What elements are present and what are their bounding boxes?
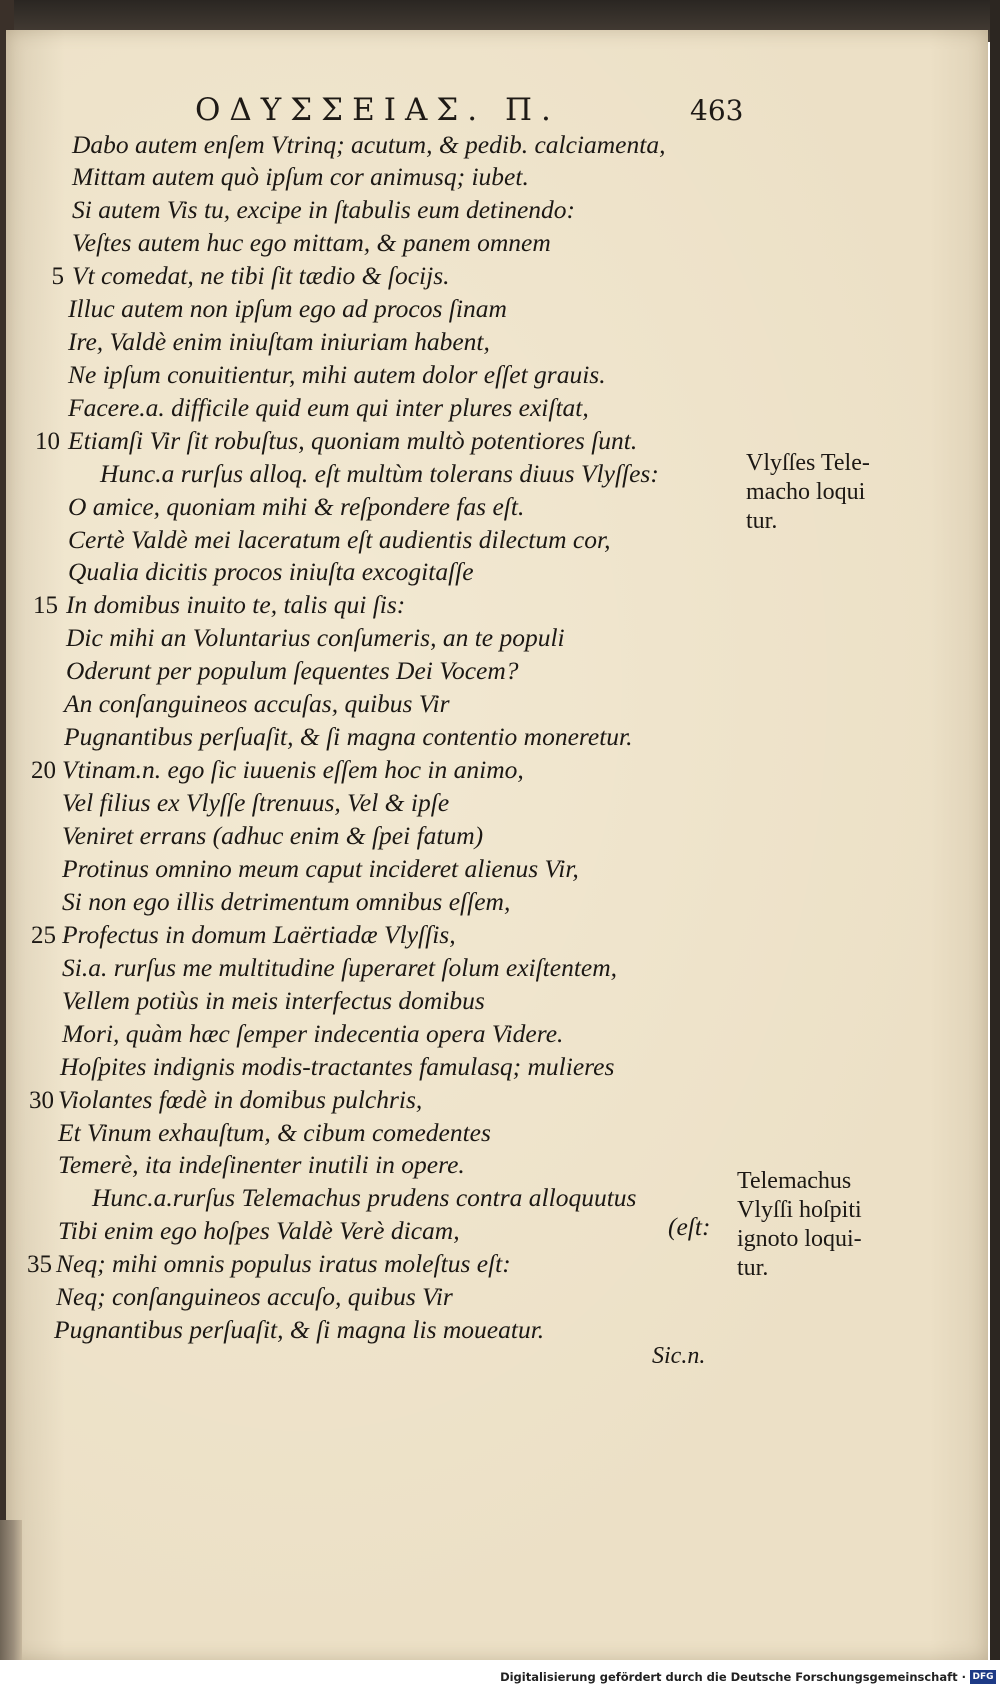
verse-line: Pugnantibus perſuaſit, & ſi magna lis moueatur. <box>54 1315 545 1344</box>
verse-line: Dic mihi an Voluntarius conſumeris, an te populi <box>66 623 565 652</box>
verse-line: Hunc.a.rurſus Telemachus prudens contra alloquutus <box>92 1183 637 1212</box>
funding-credit: Digitalisierung gefördert durch die Deutsche Forschungsgemeinschaft · <box>500 1670 966 1684</box>
verse-line: Vellem potiùs in meis interfectus domibus <box>62 986 485 1015</box>
verse-line: O amice, quoniam mihi & reſpondere fas eſt. <box>68 492 525 521</box>
verse-line: Neq; mihi omnis populus iratus moleſtus eſt: <box>56 1249 511 1278</box>
line-number: 35 <box>27 1251 52 1278</box>
verse-line: Vtinam.n. ego ſic iuuenis eſſem hoc in animo, <box>62 755 524 784</box>
verse-line: Veſtes autem huc ego mittam, & panem omnem <box>72 228 551 257</box>
verse-line: Hunc.a rurſus alloq. eſt multùm tolerans diuus Vlyſſes: <box>100 459 659 488</box>
line-number: 30 <box>29 1087 54 1114</box>
verse-line: Etiamſi Vir ſit robuſtus, quoniam multò potentiores ſunt. <box>68 426 638 455</box>
catchword: Sic.n. <box>652 1343 706 1369</box>
verse-line: Et Vinum exhauſtum, & cibum comedentes <box>58 1118 491 1147</box>
verse-line: Profectus in domum Laërtiadæ Vlyſſis, <box>62 920 456 949</box>
verse-line: Vel filius ex Vlyſſe ſtrenuus, Vel & ipſe <box>62 788 450 817</box>
line-number: 20 <box>31 757 56 784</box>
book-spine-edge <box>0 1520 22 1660</box>
verse-line: Ne ipſum conuitientur, mihi autem dolor eſſet grauis. <box>68 360 606 389</box>
verse-line: Temerè, ita indeſinenter inutili in opere. <box>58 1150 465 1179</box>
margin-note: Telemachus Vlyſſi hoſpiti ignoto loqui- tur. <box>737 1168 862 1281</box>
verse-line: Mori, quàm hæc ſemper indecentia opera Videre. <box>62 1019 564 1048</box>
verse-line: Dabo autem enſem Vtrinq; acutum, & pedib. calciamenta, <box>72 130 666 159</box>
verse-line: Si autem Vis tu, excipe in ſtabulis eum detinendo: <box>72 195 576 224</box>
verse-line: Pugnantibus perſuaſit, & ſi magna contentio moneretur. <box>64 722 633 751</box>
footer-banner <box>0 1668 1000 1687</box>
running-head: ΟΔΥΣΣΕΙΑΣ. Π. <box>195 92 560 128</box>
verse-line: Veniret errans (adhuc enim & ſpei fatum) <box>62 821 484 850</box>
verse-line: Neq; conſanguineos accuſo, quibus Vir <box>56 1282 453 1311</box>
line-number: 15 <box>33 592 58 619</box>
line-number: 5 <box>51 263 64 290</box>
verse-line: In domibus inuito te, talis qui ſis: <box>66 590 406 619</box>
verse-line: Hoſpites indignis modis-tractantes famulasq; mulieres <box>60 1052 615 1081</box>
verse-line: Mittam autem quò ipſum cor animusq; iubet. <box>72 162 529 191</box>
margin-note: Vlyſſes Tele- macho loqui tur. <box>746 450 870 534</box>
verse-line: Protinus omnino meum caput incideret alienus Vir, <box>62 854 579 883</box>
verse-line: Qualia dicitis procos iniuſta excogitaſſe <box>68 557 474 586</box>
verse-line: Ire, Valdè enim iniuſtam iniuriam habent, <box>68 327 490 356</box>
verse-line: Si.a. rurſus me multitudine ſuperaret ſolum exiſtentem, <box>62 953 618 982</box>
verse-line: Tibi enim ego hoſpes Valdè Verè dicam, <box>58 1216 460 1245</box>
verse-line: Illuc autem non ipſum ego ad procos ſinam <box>68 294 507 323</box>
turnover-text: (eſt: <box>668 1212 711 1241</box>
dfg-logo: DFG <box>970 1670 996 1684</box>
verse-line: Violantes fœdè in domibus pulchris, <box>58 1085 423 1114</box>
page-number: 463 <box>690 94 744 127</box>
verse-line: Facere.a. difficile quid eum qui inter plures exiſtat, <box>68 393 589 422</box>
verse-line: Certè Valdè mei laceratum eſt audientis dilectum cor, <box>68 525 611 554</box>
verse-line: Si non ego illis detrimentum omnibus eſſem, <box>62 887 511 916</box>
line-number: 25 <box>31 922 56 949</box>
verse-line: Vt comedat, ne tibi ſit tædio & ſocijs. <box>72 261 450 290</box>
scan-background-right <box>990 0 1000 1660</box>
verse-line: An conſanguineos accuſas, quibus Vir <box>64 689 450 718</box>
line-number: 10 <box>35 428 60 455</box>
verse-line: Oderunt per populum ſequentes Dei Vocem? <box>66 656 519 685</box>
